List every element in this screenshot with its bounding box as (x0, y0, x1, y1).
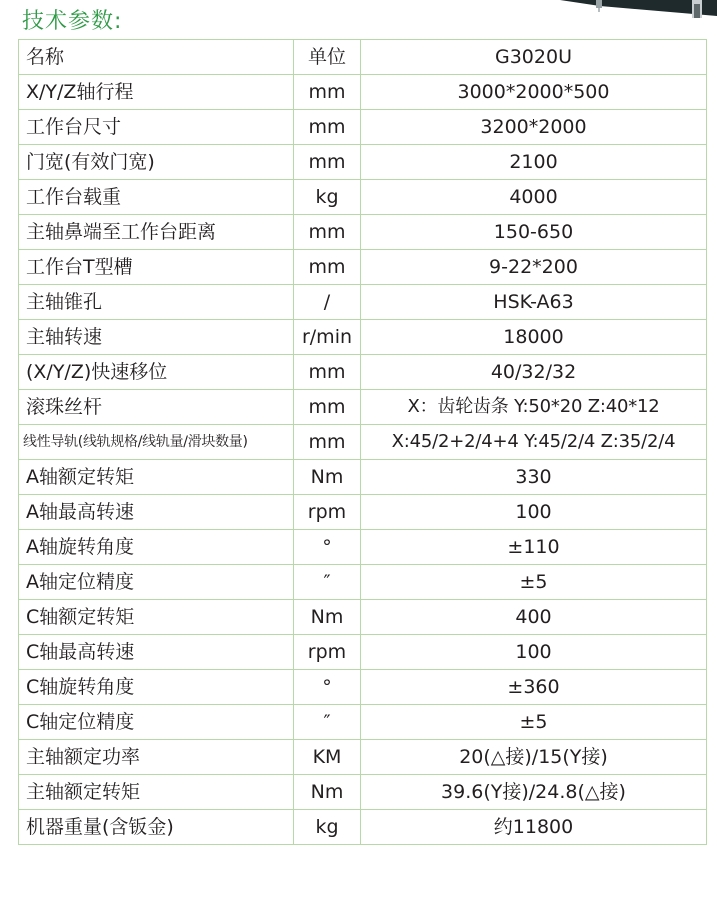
spec-value: 20(△接)/15(Y接) (361, 740, 707, 775)
spec-name: C轴旋转角度 (19, 670, 294, 705)
spec-value: 3200*2000 (361, 110, 707, 145)
spec-unit: Nm (294, 460, 361, 495)
table-row (19, 250, 707, 285)
spec-value: HSK-A63 (361, 285, 707, 320)
table-row (19, 390, 707, 425)
page-heading: 技术参数: (22, 9, 123, 34)
spec-value: 100 (361, 495, 707, 530)
spec-name: 滚珠丝杆 (19, 390, 294, 425)
spec-name: 主轴锥孔 (19, 285, 294, 320)
spec-name: 工作台T型槽 (19, 250, 294, 285)
spec-name: 主轴额定功率 (19, 740, 294, 775)
spec-unit: r/min (294, 320, 361, 355)
table-row (19, 565, 707, 600)
spec-value: 9-22*200 (361, 250, 707, 285)
spec-name: 门宽(有效门宽) (19, 145, 294, 180)
spec-name: 主轴转速 (19, 320, 294, 355)
spec-name: A轴最高转速 (19, 495, 294, 530)
table-row (19, 215, 707, 250)
spec-name: 主轴鼻端至工作台距离 (19, 215, 294, 250)
spec-value: 150-650 (361, 215, 707, 250)
table-row (19, 355, 707, 390)
spec-unit: mm (294, 145, 361, 180)
spec-value: 4000 (361, 180, 707, 215)
spec-unit: mm (294, 425, 361, 460)
table-row (19, 495, 707, 530)
spec-unit: mm (294, 390, 361, 425)
spec-unit: ° (294, 670, 361, 705)
spec-name: 线性导轨(线轨规格/线轨量/滑块数量) (19, 425, 294, 460)
spec-name: 工作台尺寸 (19, 110, 294, 145)
spec-value: ±5 (361, 565, 707, 600)
spec-unit: / (294, 285, 361, 320)
spec-name: 主轴额定转矩 (19, 775, 294, 810)
spec-value: ±5 (361, 705, 707, 740)
spec-name: C轴定位精度 (19, 705, 294, 740)
table-row (19, 285, 707, 320)
spec-value: 18000 (361, 320, 707, 355)
spec-name: C轴最高转速 (19, 635, 294, 670)
spec-unit: ° (294, 530, 361, 565)
spec-table (18, 39, 707, 845)
table-row (19, 425, 707, 460)
spec-value: X:45/2+2/4+4 Y:45/2/4 Z:35/2/4 (361, 425, 707, 460)
spec-name: 工作台载重 (19, 180, 294, 215)
table-row (19, 75, 707, 110)
table-row (19, 180, 707, 215)
table-header-row (19, 40, 707, 75)
spec-unit: mm (294, 110, 361, 145)
spec-value: X：齿轮齿条 Y:50*20 Z:40*12 (361, 390, 707, 425)
spec-name: A轴旋转角度 (19, 530, 294, 565)
spec-unit: mm (294, 250, 361, 285)
spec-unit: kg (294, 810, 361, 845)
spec-unit: rpm (294, 635, 361, 670)
spec-unit: ″ (294, 565, 361, 600)
table-row (19, 705, 707, 740)
table-row (19, 110, 707, 145)
spec-value: 100 (361, 635, 707, 670)
table-row (19, 145, 707, 180)
table-row (19, 600, 707, 635)
machine-base-graphic (560, 0, 717, 22)
spec-value: 330 (361, 460, 707, 495)
spec-value: 2100 (361, 145, 707, 180)
spec-name: A轴额定转矩 (19, 460, 294, 495)
spec-unit: mm (294, 215, 361, 250)
header-unit: 单位 (294, 40, 361, 75)
spec-value: ±110 (361, 530, 707, 565)
spec-value: 400 (361, 600, 707, 635)
spec-unit: kg (294, 180, 361, 215)
spec-name: A轴定位精度 (19, 565, 294, 600)
spec-name: X/Y/Z轴行程 (19, 75, 294, 110)
table-row (19, 740, 707, 775)
spec-unit: mm (294, 75, 361, 110)
spec-unit: KM (294, 740, 361, 775)
table-row (19, 810, 707, 845)
spec-name: (X/Y/Z)快速移位 (19, 355, 294, 390)
spec-name: C轴额定转矩 (19, 600, 294, 635)
spec-value: 3000*2000*500 (361, 75, 707, 110)
header-name: 名称 (19, 40, 294, 75)
spec-unit: ″ (294, 705, 361, 740)
spec-name: 机器重量(含钣金) (19, 810, 294, 845)
header-model: G3020U (361, 40, 707, 75)
spec-value: ±360 (361, 670, 707, 705)
spec-unit: Nm (294, 600, 361, 635)
spec-value: 39.6(Y接)/24.8(△接) (361, 775, 707, 810)
spec-value: 约11800 (361, 810, 707, 845)
spec-unit: rpm (294, 495, 361, 530)
table-row (19, 635, 707, 670)
spec-value: 40/32/32 (361, 355, 707, 390)
table-row (19, 460, 707, 495)
table-row (19, 775, 707, 810)
table-row (19, 670, 707, 705)
spec-unit: Nm (294, 775, 361, 810)
table-row (19, 530, 707, 565)
table-row (19, 320, 707, 355)
spec-unit: mm (294, 355, 361, 390)
